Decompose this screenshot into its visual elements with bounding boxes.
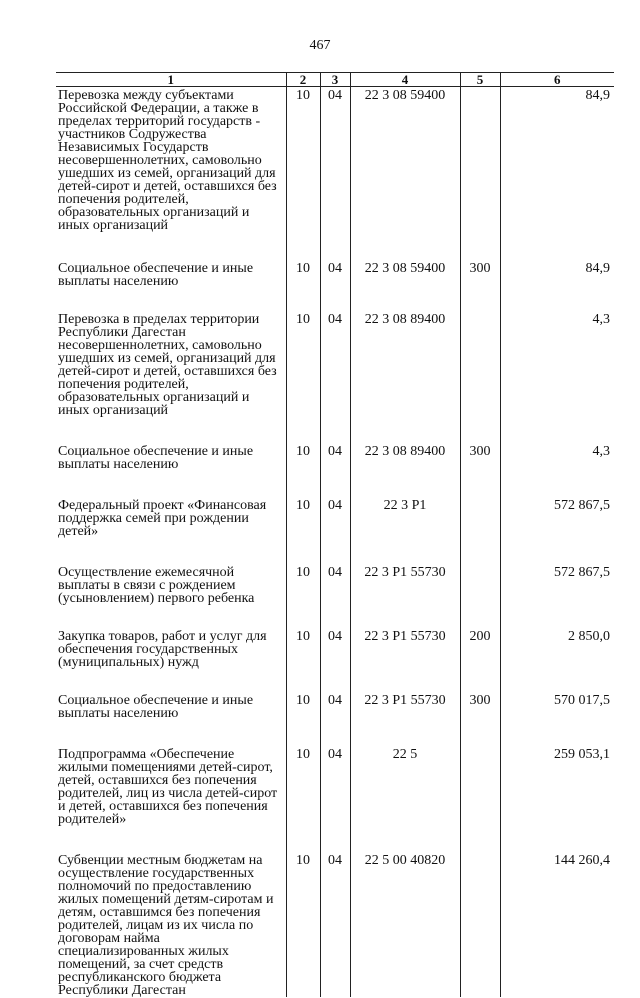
row-description: Перевозка между субъектами Российской Федерации, а также в пределах территорий государств - участников Содружества Независимых Государств несовершеннолетних, самовольно ушедших из семей, организаций для детей-сирот и детей, оставшихся без попечения родителей, образовательных организаций и иных организаций — [58, 88, 277, 233]
subsection-code: 04 — [320, 443, 350, 497]
page-number: 467 — [309, 38, 331, 53]
table-row — [56, 692, 614, 746]
row-description: Социальное обеспечение и иные выплаты населению — [58, 693, 254, 721]
expense-type-code — [460, 852, 500, 997]
section-code: 10 — [286, 628, 320, 692]
column-header: 4 — [350, 73, 460, 87]
column-header: 2 — [286, 73, 320, 87]
amount: 4,3 — [500, 443, 614, 497]
table-row — [56, 564, 614, 628]
expense-type-code — [460, 87, 500, 261]
table-header-row — [56, 73, 614, 87]
expense-type-code: 300 — [460, 443, 500, 497]
subsection-code: 04 — [320, 87, 350, 261]
row-description: Федеральный проект «Финансовая поддержка семей при рождении детей» — [58, 498, 267, 539]
table-row — [56, 497, 614, 564]
section-code: 10 — [286, 746, 320, 852]
target-article-code: 22 3 08 59400 — [350, 260, 460, 311]
table-row — [56, 443, 614, 497]
amount: 4,3 — [500, 311, 614, 443]
column-header: 3 — [320, 73, 350, 87]
subsection-code: 04 — [320, 692, 350, 746]
column-header: 6 — [500, 73, 614, 87]
row-description: Подпрограмма «Обеспечение жилыми помещениями детей-сирот, детей, оставшихся без попечения родителей, лиц из числа детей-сирот и детей, оставшихся без попечения родителей» — [58, 747, 278, 827]
amount: 84,9 — [500, 260, 614, 311]
target-article-code: 22 3 P1 55730 — [350, 628, 460, 692]
expense-type-code: 200 — [460, 628, 500, 692]
section-code: 10 — [286, 260, 320, 311]
column-header: 5 — [460, 73, 500, 87]
amount: 84,9 — [500, 87, 614, 261]
budget-table — [56, 72, 614, 997]
subsection-code: 04 — [320, 628, 350, 692]
amount: 144 260,4 — [500, 852, 614, 997]
target-article-code: 22 5 — [350, 746, 460, 852]
subsection-code: 04 — [320, 497, 350, 564]
table-row — [56, 746, 614, 852]
subsection-code: 04 — [320, 311, 350, 443]
amount: 2 850,0 — [500, 628, 614, 692]
amount: 570 017,5 — [500, 692, 614, 746]
amount: 572 867,5 — [500, 497, 614, 564]
subsection-code: 04 — [320, 746, 350, 852]
table-row — [56, 628, 614, 692]
section-code: 10 — [286, 564, 320, 628]
subsection-code: 04 — [320, 260, 350, 311]
amount: 572 867,5 — [500, 564, 614, 628]
target-article-code: 22 3 P1 55730 — [350, 564, 460, 628]
target-article-code: 22 3 08 89400 — [350, 311, 460, 443]
row-description: Социальное обеспечение и иные выплаты населению — [58, 444, 254, 472]
row-description: Социальное обеспечение и иные выплаты населению — [58, 261, 254, 289]
subsection-code: 04 — [320, 852, 350, 997]
table-row — [56, 852, 614, 997]
expense-type-code: 300 — [460, 260, 500, 311]
row-description: Перевозка в пределах территории Республики Дагестан несовершеннолетних, самовольно ушедших из семей, организаций для детей-сирот и детей, оставшихся без попечения родителей, образовательных организаций и иных организаций — [58, 312, 277, 418]
section-code: 10 — [286, 87, 320, 261]
row-description: Осуществление ежемесячной выплаты в связи с рождением (усыновлением) первого ребенка — [58, 565, 255, 606]
table-body — [56, 87, 614, 998]
table-row — [56, 87, 614, 261]
section-code: 10 — [286, 311, 320, 443]
expense-type-code: 300 — [460, 692, 500, 746]
section-code: 10 — [286, 852, 320, 997]
target-article-code: 22 3 P1 — [350, 497, 460, 564]
target-article-code: 22 3 08 89400 — [350, 443, 460, 497]
section-code: 10 — [286, 443, 320, 497]
expense-type-code — [460, 564, 500, 628]
section-code: 10 — [286, 692, 320, 746]
amount: 259 053,1 — [500, 746, 614, 852]
section-code: 10 — [286, 497, 320, 564]
column-header: 1 — [56, 73, 286, 87]
target-article-code: 22 3 08 59400 — [350, 87, 460, 261]
target-article-code: 22 5 00 40820 — [350, 852, 460, 997]
expense-type-code — [460, 746, 500, 852]
subsection-code: 04 — [320, 564, 350, 628]
expense-type-code — [460, 311, 500, 443]
expense-type-code — [460, 497, 500, 564]
target-article-code: 22 3 P1 55730 — [350, 692, 460, 746]
row-description: Закупка товаров, работ и услуг для обеспечения государственных (муниципальных) нужд — [58, 629, 267, 670]
table-row — [56, 260, 614, 311]
row-description: Субвенции местным бюджетам на осуществление государственных полномочий по предоставлению жилых помещений детям-сиротам и детям, оставшимся без попечения родителей, лицам из их числа по договорам найма специализированных жилых помещений, за счет средств республиканского бюджета Республики Дагестан — [58, 853, 274, 998]
table-row — [56, 311, 614, 443]
